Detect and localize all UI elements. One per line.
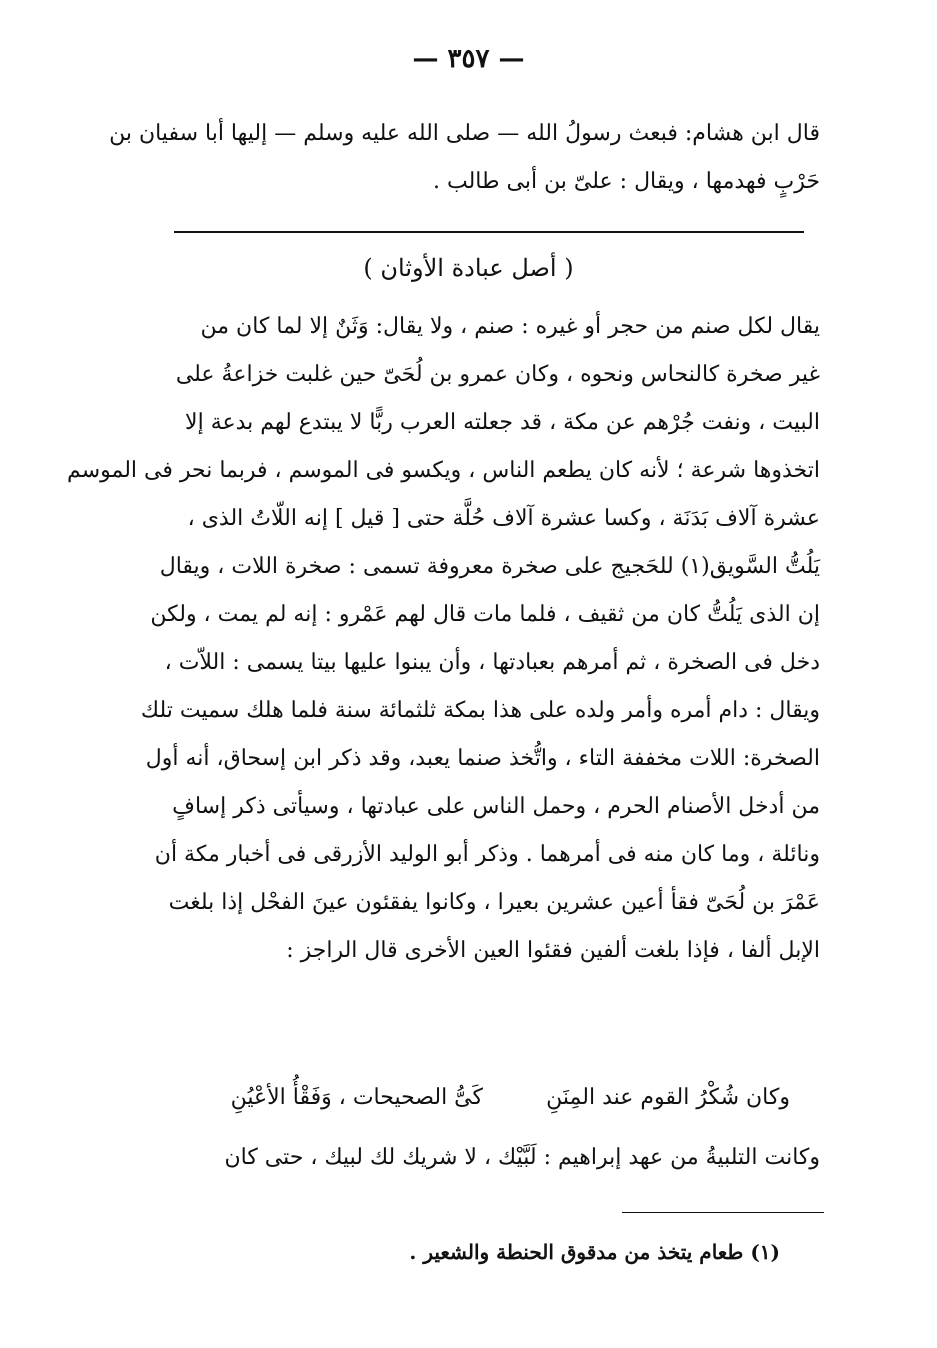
page-number: — ٣٥٧ — — [412, 44, 525, 74]
closing-paragraph — [170, 1134, 820, 1182]
body-line-5: عشرة آلاف بَدَنَة ، وكسا عشرة آلاف حُلَّة حتى [ قيل ] إنه اللّاتُ الذى ، — [187, 506, 820, 531]
poetry-verse — [200, 1074, 790, 1122]
intro-line-2: حَرْبٍ فهدمها ، ويقال : علىّ بن أبى طالب . — [433, 169, 820, 194]
verse-first-hemistich: وكان شُكْرُ القوم عند المِنَنِ — [546, 1085, 790, 1110]
body-paragraph — [67, 303, 820, 975]
verse-second-hemistich: كَىُّ الصحيحات ، وَفَقْأُ الأعْيُنِ — [230, 1085, 483, 1110]
body-line-12: ونائلة ، وما كان منه فى أمرهما . وذكر أبو الوليد الأزرقى فى أخبار مكة أن — [154, 842, 820, 867]
body-line-14: الإبل ألفا ، فإذا بلغت ألفين فقئوا العين الأخرى قال الراجز : — [286, 938, 820, 963]
section-divider — [174, 231, 804, 233]
closing-line: وكانت التلبيةُ من عهد إبراهيم : لَبَّيْك ، لا شريك لك لبيك ، حتى كان — [224, 1145, 820, 1170]
body-line-9: ويقال : دام أمره وأمر ولده على هذا بمكة ثلثمائة سنة فلما هلك سميت تلك — [140, 698, 820, 723]
intro-line-1: قال ابن هشام: فبعث رسولُ الله — صلى الله عليه وسلم — إليها أبا سفيان بن — [109, 121, 820, 146]
intro-paragraph — [109, 110, 820, 206]
body-line-13: عَمْرَ بن لُحَىّ فقأ أعين عشرين بعيرا ، وكانوا يفقئون عينَ الفحْل إذا بلغت — [168, 890, 820, 915]
footnote-divider — [622, 1212, 824, 1213]
body-line-8: دخل فى الصخرة ، ثم أمرهم بعبادتها ، وأن يبنوا عليها بيتا يسمى : اللاّت ، — [164, 650, 820, 675]
body-line-7: إن الذى يَلُتُّ كان من ثقيف ، فلما مات قال لهم عَمْرو : إنه لم يمت ، ولكن — [150, 602, 820, 627]
body-line-2: غير صخرة كالنحاس ونحوه ، وكان عمرو بن لُحَىّ حين غلبت خزاعةُ على — [175, 362, 820, 387]
footnote: (١) طعام يتخذ من مدقوق الحنطة والشعير . — [409, 1240, 780, 1264]
body-line-10: الصخرة: اللات مخففة التاء ، واتُّخذ صنما يعبد، وقد ذكر ابن إسحاق، أنه أول — [145, 746, 820, 771]
body-line-6: يَلُتُّ السَّويق(١) للحَجيج على صخرة معروفة تسمى : صخرة اللات ، ويقال — [159, 554, 820, 579]
body-line-11: من أدخل الأصنام الحرم ، وحمل الناس على عبادتها ، وسيأتى ذكر إسافٍ — [172, 794, 820, 819]
body-line-1: يقال لكل صنم من حجر أو غيره : صنم ، ولا يقال: وَثَنٌ إلا لما كان من — [200, 314, 820, 339]
body-line-4: اتخذوها شرعة ؛ لأنه كان يطعم الناس ، ويكسو فى الموسم ، فربما نحر فى الموسم — [67, 458, 820, 483]
body-line-3: البيت ، ونفت جُرْهم عن مكة ، قد جعلته العرب ربًّا لا يبتدع لهم بدعة إلا — [185, 410, 820, 435]
section-title: ( أصل عبادة الأوثان ) — [363, 254, 574, 282]
